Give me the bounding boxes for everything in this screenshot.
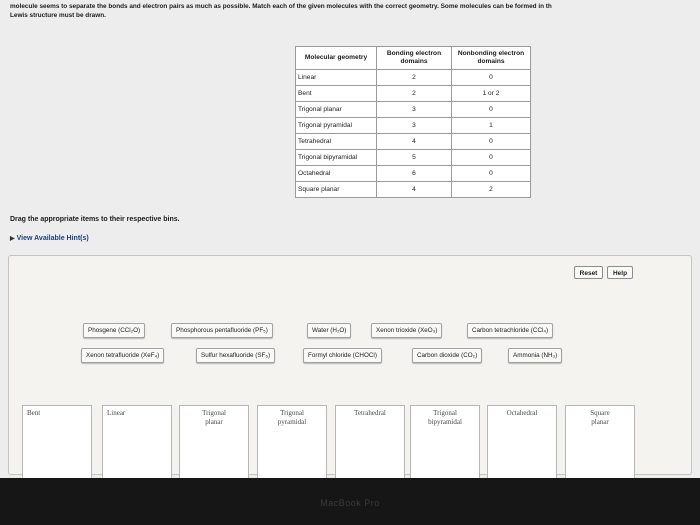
bin-trigonal-planar[interactable]	[179, 405, 249, 479]
table-row	[296, 134, 531, 150]
bin-trigonal-bipyramidal[interactable]	[410, 405, 480, 479]
geometry-cell: Octahedral	[296, 166, 377, 182]
bin-tetrahedral[interactable]	[335, 405, 405, 479]
bin-label: Tetrahedral	[354, 409, 386, 417]
nonbonding-cell: 2	[452, 182, 531, 198]
geometry-cell: Linear	[296, 70, 377, 86]
bin-label: Square	[590, 409, 610, 417]
bin-linear[interactable]	[102, 405, 172, 479]
bonding-cell: 5	[377, 150, 452, 166]
caret-right-icon: ▶	[10, 236, 15, 242]
bin-label: Trigonal	[202, 409, 226, 417]
nonbonding-cell: 1 or 2	[452, 86, 531, 102]
bonding-cell: 6	[377, 166, 452, 182]
item-carbon-tetrachloride[interactable]: Carbon tetrachloride (CCl₄)	[467, 323, 553, 338]
table-row	[296, 70, 531, 86]
bin-label: Octahedral	[506, 409, 538, 417]
geometry-table	[295, 46, 531, 198]
bonding-cell: 4	[377, 182, 452, 198]
drag-instructions: Drag the appropriate items to their respective bins.	[10, 216, 180, 223]
header-nonbonding-domains: Nonbonding electron domains	[452, 47, 531, 70]
table-row	[296, 86, 531, 102]
intro-line-2: Lewis structure must be drawn.	[10, 11, 106, 19]
device-label: MacBook Pro	[320, 498, 380, 508]
bonding-cell: 3	[377, 118, 452, 134]
geometry-cell: Bent	[296, 86, 377, 102]
bin-square-planar[interactable]	[565, 405, 635, 479]
bonding-cell: 4	[377, 134, 452, 150]
bin-label: planar	[591, 418, 609, 426]
geometry-cell: Trigonal bipyramidal	[296, 150, 377, 166]
nonbonding-cell: 0	[452, 134, 531, 150]
bin-label: bipyramidal	[428, 418, 462, 426]
table-row	[296, 166, 531, 182]
bin-octahedral[interactable]	[487, 405, 557, 479]
table-row	[296, 102, 531, 118]
view-hints-label: View Available Hint(s)	[16, 235, 89, 242]
geometry-cell: Trigonal pyramidal	[296, 118, 377, 134]
bin-bent[interactable]	[22, 405, 92, 479]
bin-label: Bent	[27, 409, 41, 417]
item-sulfur-hexafluoride[interactable]: Sulfur hexafluoride (SF₆)	[196, 348, 275, 363]
table-row	[296, 182, 531, 198]
bin-label: Trigonal	[280, 409, 304, 417]
nonbonding-cell: 1	[452, 118, 531, 134]
nonbonding-cell: 0	[452, 150, 531, 166]
item-xenon-trioxide[interactable]: Xenon trioxide (XeO₃)	[371, 323, 442, 338]
nonbonding-cell: 0	[452, 166, 531, 182]
bin-label: pyramidal	[277, 418, 307, 426]
nonbonding-cell: 0	[452, 102, 531, 118]
bonding-cell: 2	[377, 86, 452, 102]
table-row	[296, 150, 531, 166]
nonbonding-cell: 0	[452, 70, 531, 86]
item-formyl-chloride[interactable]: Formyl chloride (CHOCl)	[303, 348, 382, 363]
help-button[interactable]: Help	[607, 266, 633, 279]
header-bonding-domains: Bonding electron domains	[377, 47, 452, 70]
intro-line-1: molecule seems to separate the bonds and electron pairs as much as possible. Match each of the given molecules with the correct geometry. Some molecules can be formed in th	[10, 3, 552, 10]
item-phosgene[interactable]: Phosgene (CCl₂O)	[83, 323, 145, 338]
bonding-cell: 2	[377, 70, 452, 86]
reset-button[interactable]: Reset	[574, 266, 603, 279]
geometry-cell: Square planar	[296, 182, 377, 198]
item-carbon-dioxide[interactable]: Carbon dioxide (CO₂)	[412, 348, 482, 363]
geometry-cell: Trigonal planar	[296, 102, 377, 118]
bin-trigonal-pyramidal[interactable]	[257, 405, 327, 479]
view-hints-link[interactable]	[10, 235, 89, 242]
bin-label: Trigonal	[433, 409, 457, 417]
item-ammonia[interactable]: Ammonia (NH₃)	[508, 348, 562, 363]
geometry-cell: Tetrahedral	[296, 134, 377, 150]
table-row	[296, 118, 531, 134]
item-phosphorous-pentafluoride[interactable]: Phosphorous pentafluoride (PF₅)	[171, 323, 273, 338]
bin-label: Linear	[107, 409, 126, 417]
header-molecular-geometry: Molecular geometry	[296, 47, 377, 70]
intro-text	[10, 3, 700, 20]
item-water[interactable]: Water (H₂O)	[307, 323, 351, 338]
bonding-cell: 3	[377, 102, 452, 118]
item-xenon-tetrafluoride[interactable]: Xenon tetrafluoride (XeF₄)	[81, 348, 164, 363]
table-header-row	[296, 47, 531, 70]
bin-label: planar	[205, 418, 223, 426]
